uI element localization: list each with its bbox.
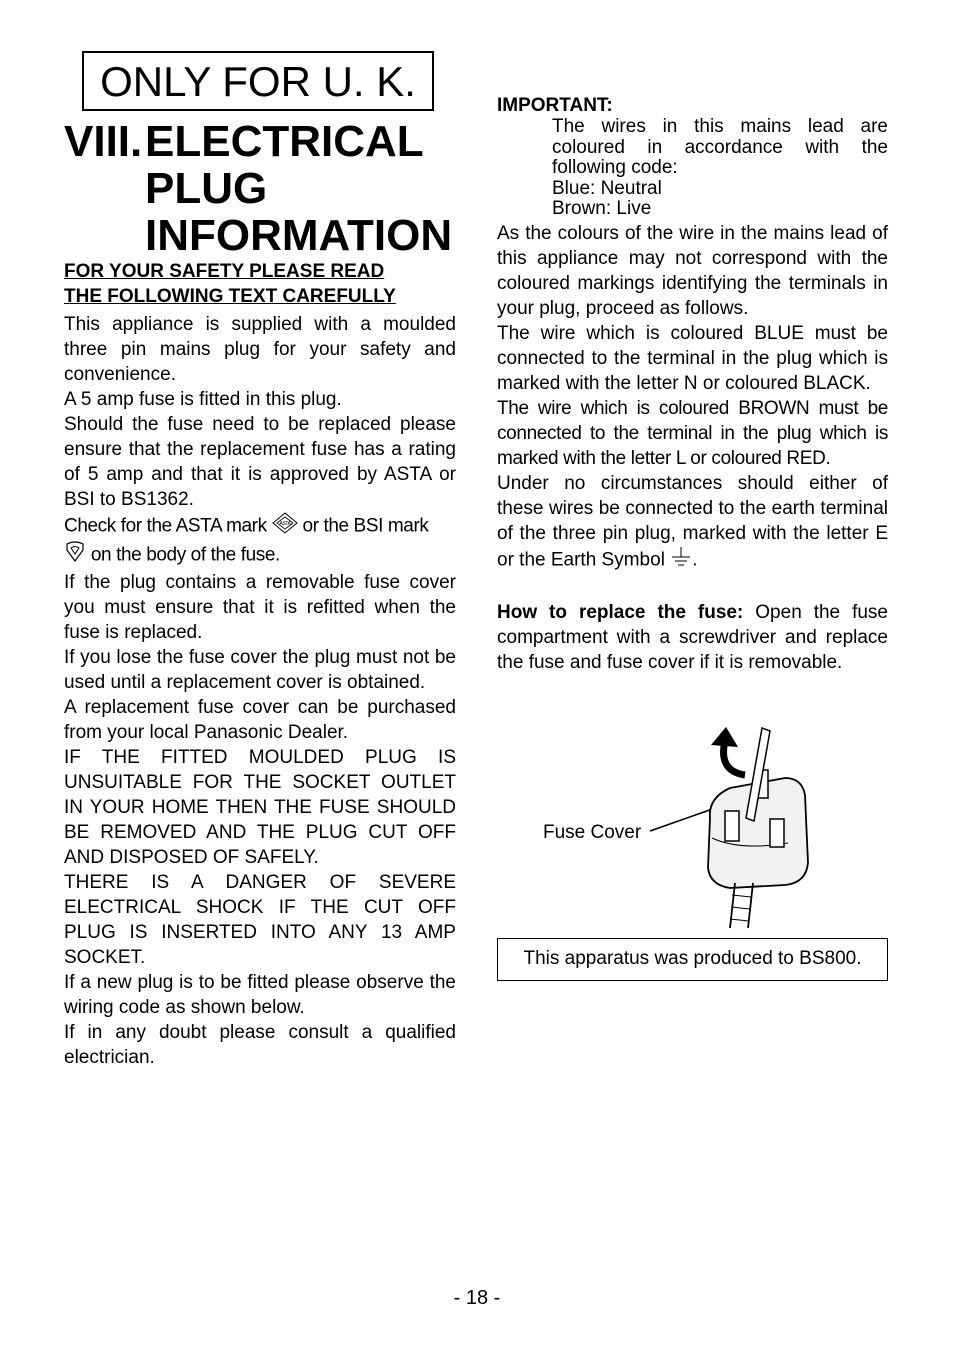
- left-column: [64, 312, 456, 1070]
- bsi-text: or the BSI mark: [302, 515, 429, 537]
- howto-paragraph: [497, 600, 888, 675]
- paragraph: THERE IS A DANGER OF SEVERE ELECTRICAL SHOCK IF THE CUT OFF PLUG IS INSERTED INTO ANY 13 AMP SOCKET.: [64, 872, 456, 968]
- earth-symbol-icon: [670, 546, 692, 575]
- safety-subheading: [64, 259, 456, 309]
- paragraph: If the plug contains a removable fuse cover you must ensure that it is refitted when the fuse is replaced.: [64, 572, 456, 643]
- fuse-cover-label: Fuse Cover: [543, 822, 642, 843]
- heading-line-2: PLUG: [145, 164, 268, 213]
- paragraph-marks: [64, 512, 456, 570]
- paragraph: This appliance is supplied with a moulded three pin mains plug for your safety and convenience.: [64, 314, 456, 385]
- bs800-notice: This apparatus was produced to BS800.: [497, 938, 888, 981]
- safety-subheading-line-1: FOR YOUR SAFETY PLEASE READ: [64, 261, 385, 282]
- heading-line-1: ELECTRICAL: [145, 117, 424, 166]
- paragraph-earth: [497, 471, 888, 575]
- asta-mark-icon: [272, 512, 298, 541]
- paragraph: As the colours of the wire in the mains lead of this appliance may not correspond with the coloured markings identifying the terminals in your plug, proceed as follows.: [497, 223, 888, 319]
- plug-illustration: [540, 723, 810, 933]
- paragraph: If you lose the fuse cover the plug must not be used until a replacement cover is obtained.: [64, 647, 456, 693]
- page-number: - 18 -: [453, 1287, 501, 1309]
- important-text: The wires in this mains lead are coloured in accordance with the following code:: [552, 116, 888, 179]
- howto-text: Open the fuse compartment with a screwdriver and replace the fuse and fuse cover if it is removable.: [497, 602, 888, 673]
- earth-period: .: [692, 549, 698, 571]
- paragraph: The wire which is coloured BLUE must be connected to the terminal in the plug which is marked with the letter N or coloured BLACK.: [497, 323, 888, 394]
- asta-text: Check for the ASTA mark: [64, 515, 267, 537]
- brown-live: Brown: Live: [552, 198, 652, 220]
- paragraph: The wire which is coloured BROWN must be connected to the terminal in the plug which is marked with the letter L or coloured RED.: [497, 398, 888, 469]
- section-number: VIII.: [64, 117, 143, 166]
- paragraph: A 5 amp fuse is fitted in this plug.: [64, 389, 342, 410]
- safety-subheading-line-2: THE FOLLOWING TEXT CAREFULLY: [64, 286, 396, 307]
- only-for-uk-title: ONLY FOR U. K.: [82, 51, 434, 111]
- paragraph: Should the fuse need to be replaced please ensure that the replacement fuse has a rating of 5 amp and that it is approved by ASTA or BSI to BS1362.: [64, 414, 456, 510]
- earth-text: Under no circumstances should either of these wires be connected to the earth terminal of the three pin plug, marked with the letter E or the Earth Symbol: [497, 473, 888, 571]
- important-block: [552, 117, 888, 220]
- svg-text:ASTA: ASTA: [279, 521, 291, 527]
- paragraph: A replacement fuse cover can be purchased from your local Panasonic Dealer.: [64, 697, 456, 743]
- paragraph: If a new plug is to be fitted please observe the wiring code as shown below.: [64, 972, 456, 1018]
- paragraph: IF THE FITTED MOULDED PLUG IS UNSUITABLE FOR THE SOCKET OUTLET IN YOUR HOME THEN THE FUSE SHOULD BE REMOVED AND THE PLUG CUT OFF AND DISPOSED OF SAFELY.: [64, 747, 456, 868]
- bsi-kitemark-icon: [64, 541, 86, 570]
- paragraph: If in any doubt please consult a qualified electrician.: [64, 1022, 456, 1068]
- fuse-body-text: on the body of the fuse.: [90, 544, 280, 566]
- howto-label: How to replace the fuse:: [497, 602, 744, 623]
- heading-line-3: INFORMATION: [145, 211, 453, 260]
- important-label: IMPORTANT:: [497, 95, 613, 116]
- blue-neutral: Blue: Neutral: [552, 177, 662, 199]
- right-column: [497, 221, 888, 675]
